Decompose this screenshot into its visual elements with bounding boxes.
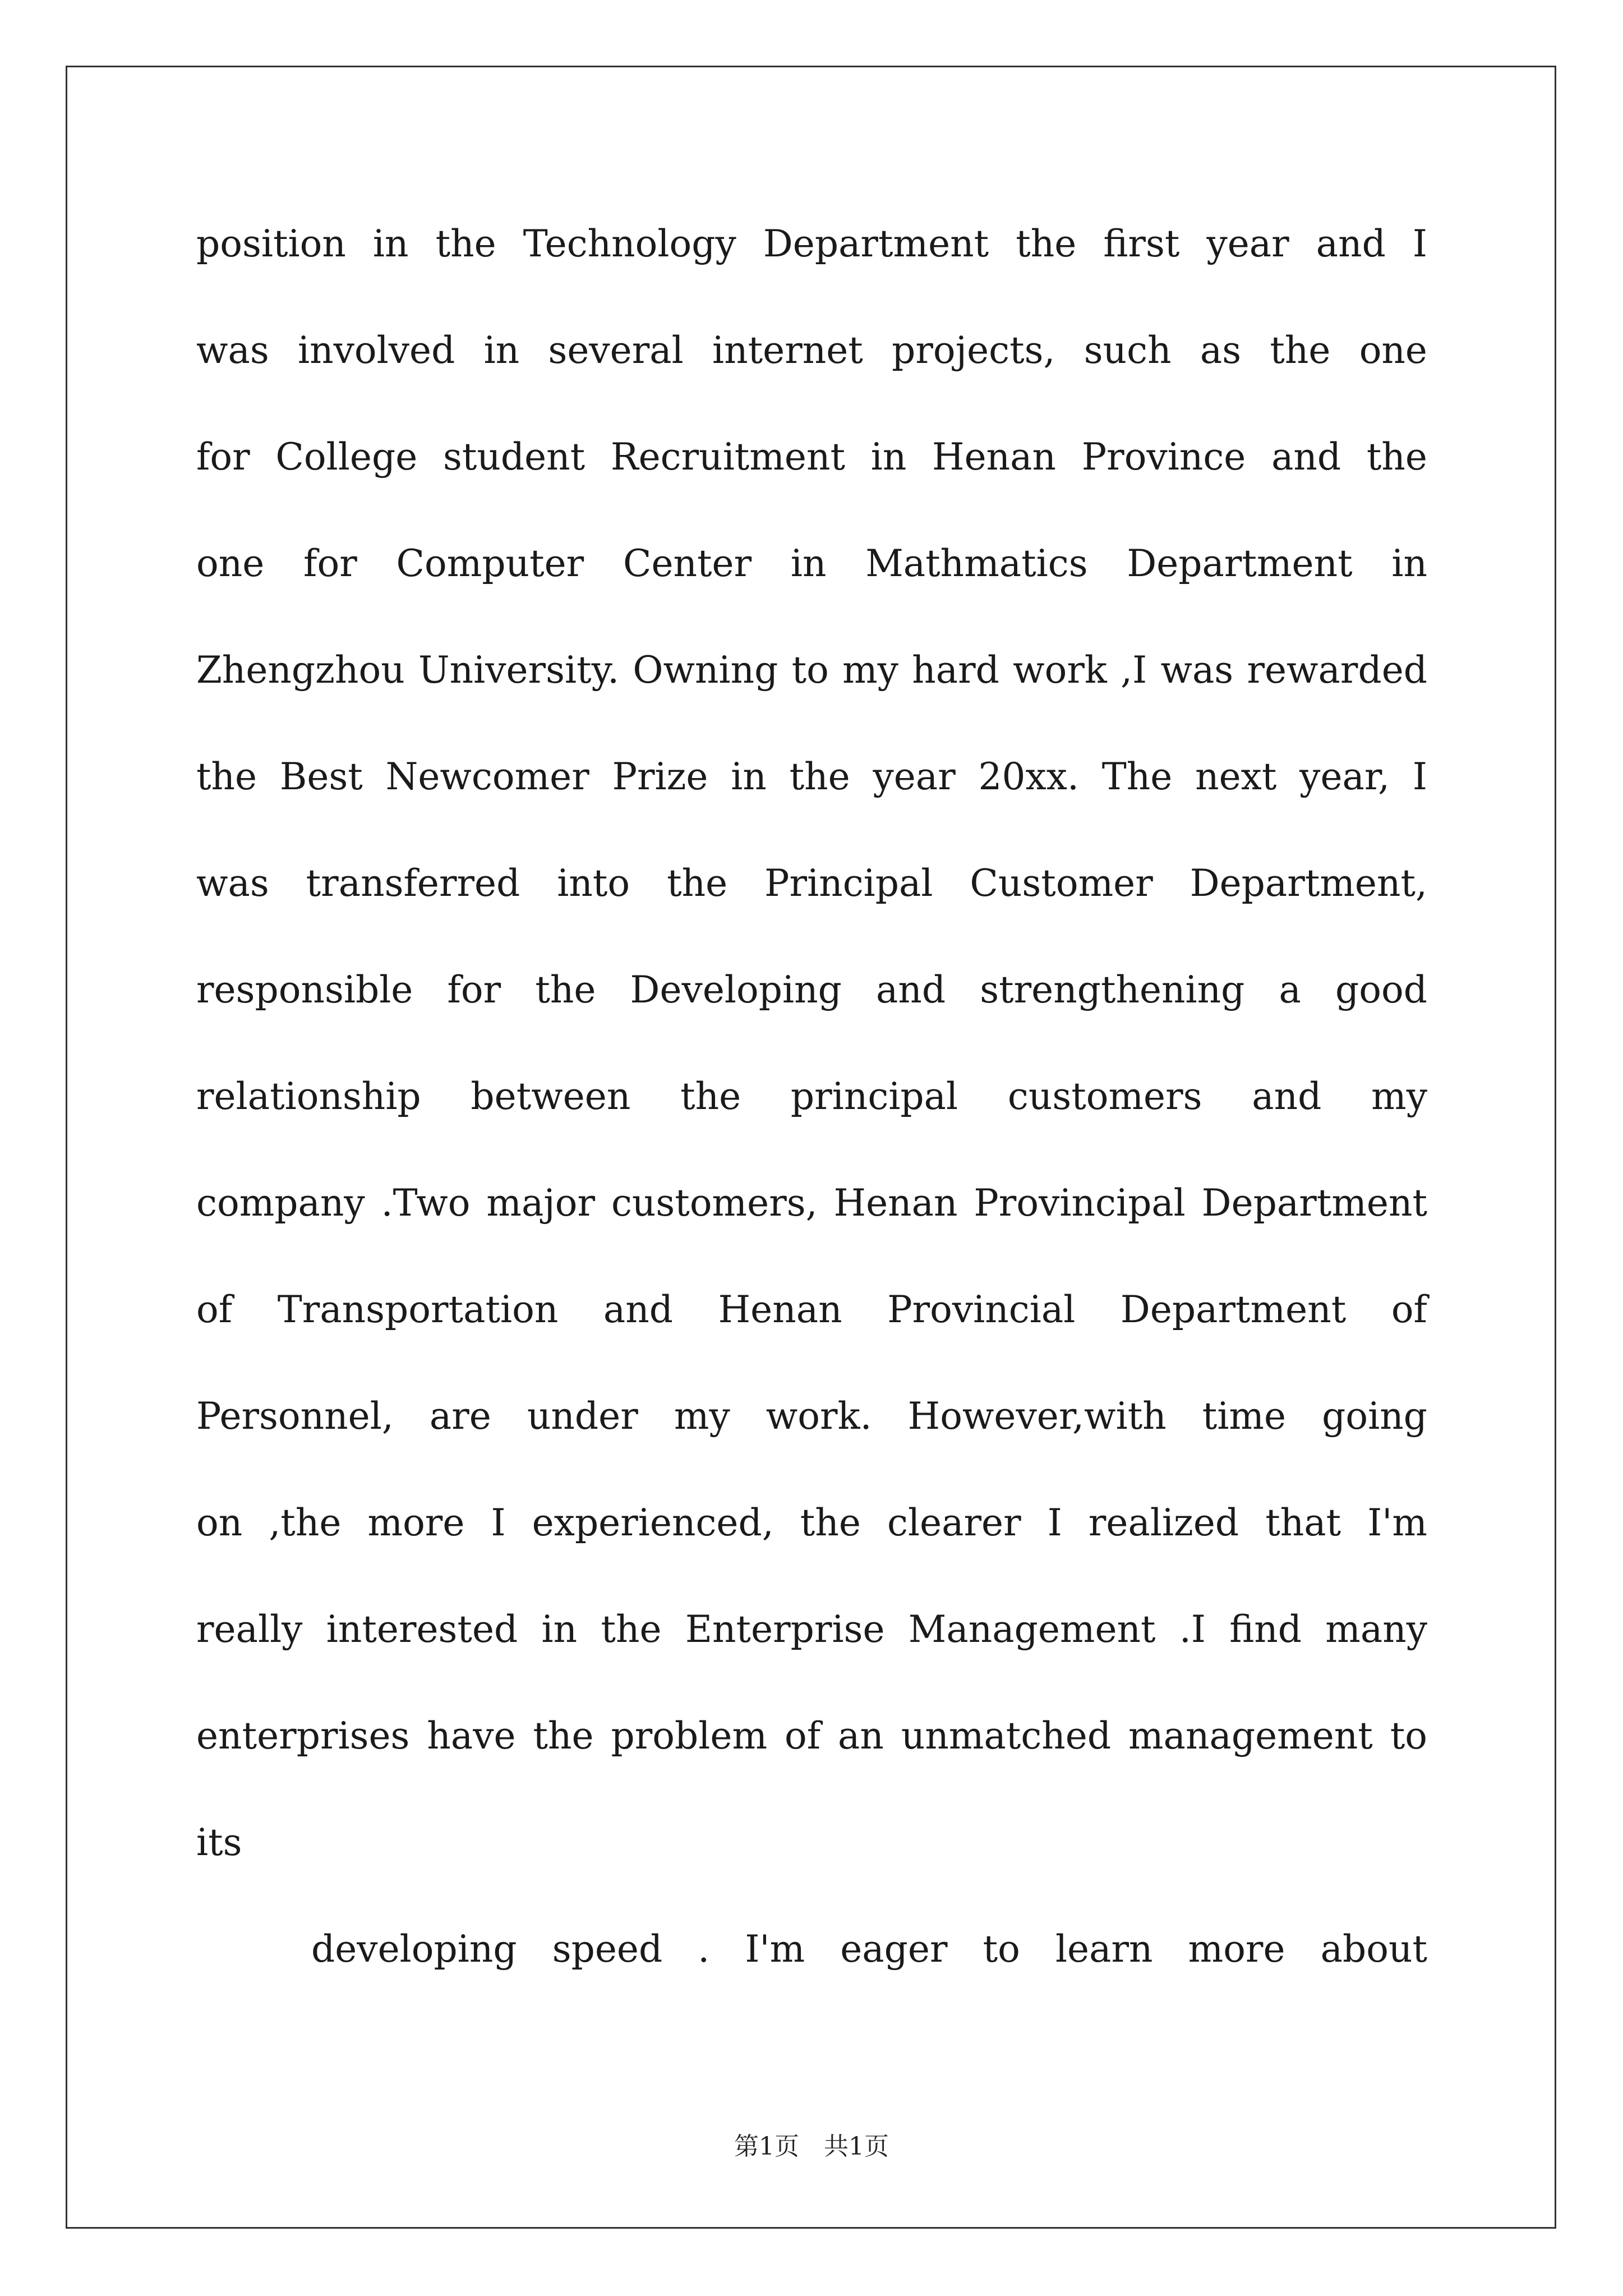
text-line: of Transportation and Henan Provincial Department of [196,1288,1427,1331]
text-line: relationship between the principal customers and my [196,1075,1427,1118]
text-line: position in the Technology Department the first year and I [196,222,1427,265]
text-line: its [196,1821,242,1864]
document-body [196,191,1427,2003]
text-line: for College student Recruitment in Henan Province and the [196,435,1427,478]
text-line: one for Computer Center in Mathmatics Department in [196,542,1427,585]
text-line-indented: developing speed . I'm eager to learn more about [311,1927,1427,1971]
text-line: responsible for the Developing and strengthening a good [196,968,1427,1011]
text-line: Personnel, are under my work. However,with time going [196,1395,1427,1438]
text-line: the Best Newcomer Prize in the year 20xx. The next year, I [196,755,1427,798]
text-line: on ,the more I experienced, the clearer I realized that I'm [196,1501,1427,1544]
text-line: company .Two major customers, Henan Provincipal Department [196,1181,1427,1225]
text-line: really interested in the Enterprise Management .I find many [196,1608,1427,1651]
page-footer: 第1页 共1页 [734,2132,889,2161]
text-line: Zhengzhou University. Owning to my hard work ,I was rewarded [196,648,1427,692]
text-line: was transferred into the Principal Customer Department, [196,862,1427,905]
text-line: was involved in several internet projects, such as the one [196,329,1427,372]
text-line: enterprises have the problem of an unmatched management to [196,1714,1427,1757]
